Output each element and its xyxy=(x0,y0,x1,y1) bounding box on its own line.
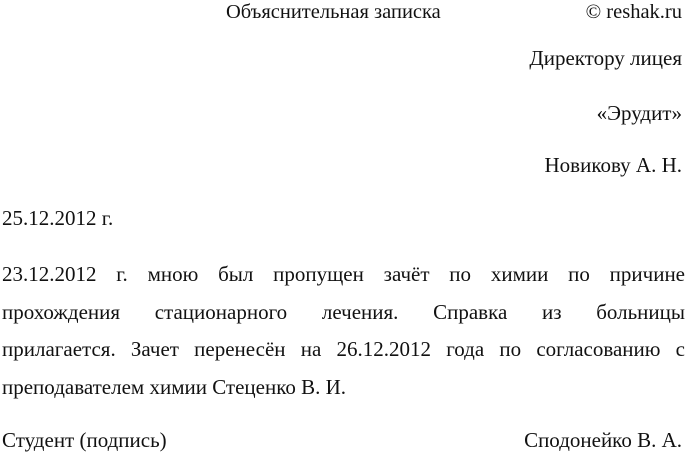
addressee-line-2: «Эрудит» xyxy=(596,101,682,125)
addressee-line-3: Новикову А. Н. xyxy=(544,153,682,177)
signature-label: Студент (подпись) xyxy=(2,428,167,452)
body-line-4: преподавателем химии Стеценко В. И. xyxy=(2,374,347,399)
body-line-2: прохождения стационарного лечения. Справка из больницы xyxy=(2,299,685,324)
author-name: Сподонейко В. А. xyxy=(524,428,682,452)
addressee-line-1: Директору лицея xyxy=(529,46,682,70)
body-line-3: прилагается. Зачет перенесён на 26.12.2012 года по согласованию с xyxy=(2,337,685,361)
body-line-1: 23.12.2012 г. мною был пропущен зачёт по химии по причине xyxy=(2,262,685,286)
document-date: 25.12.2012 г. xyxy=(2,206,114,230)
body-paragraph xyxy=(2,256,685,406)
watermark-text: © reshak.ru xyxy=(585,1,682,23)
document-title: Объяснительная записка xyxy=(226,1,441,23)
